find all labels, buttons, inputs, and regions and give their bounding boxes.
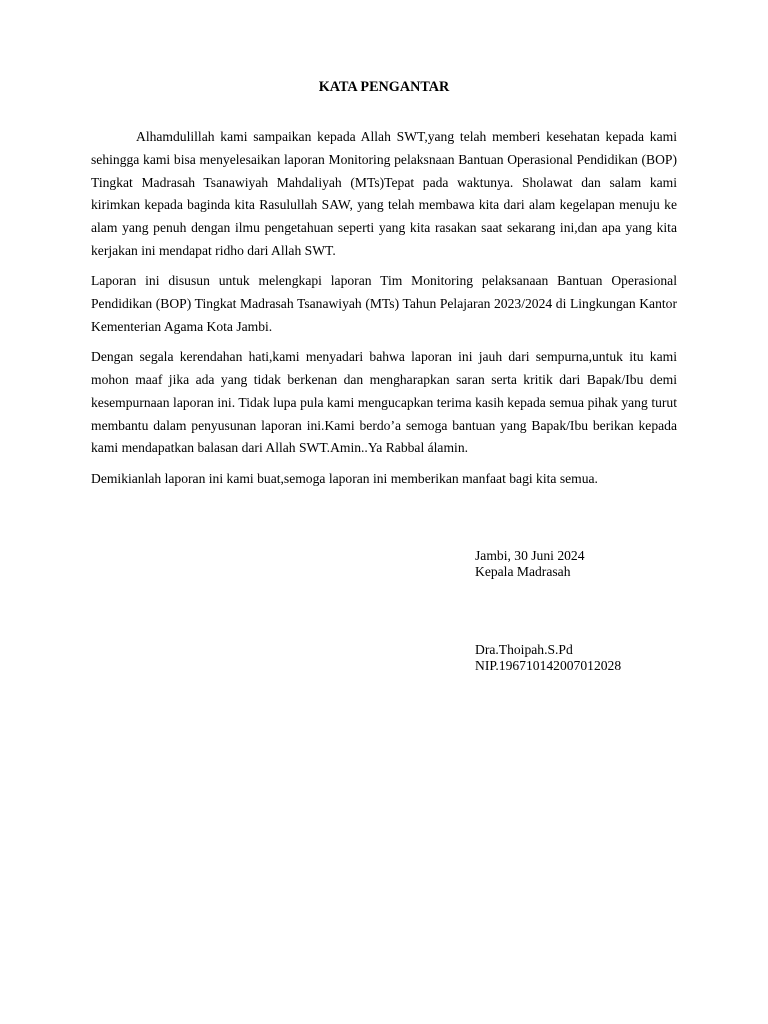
signature-place-date: Jambi, 30 Juni 2024 bbox=[475, 548, 585, 563]
document-body bbox=[91, 126, 677, 498]
signature-space bbox=[475, 580, 725, 642]
page-title: KATA PENGANTAR bbox=[318, 79, 450, 95]
signatory-name: Dra.Thoipah.S.Pd bbox=[475, 642, 573, 657]
paragraph-purpose: Laporan ini disusun untuk melengkapi laporan Tim Monitoring pelaksanaan Bantuan Operasional Pendidikan (BOP) Tingkat Madrasah Tsanawiyah (MTs) Tahun Pelajaran 2023/2024 di Lingkungan Kantor Kementerian Agama Kota Jambi. bbox=[91, 273, 677, 334]
paragraph-closing: Demikianlah laporan ini kami buat,semoga laporan ini memberikan manfaat bagi kita semua. bbox=[91, 470, 598, 486]
signature-block bbox=[475, 548, 725, 674]
signatory-nip: NIP.196710142007012028 bbox=[475, 658, 622, 673]
paragraph-apology: Dengan segala kerendahan hati,kami menyadari bahwa laporan ini jauh dari sempurna,untuk itu kami mohon maaf jika ada yang tidak berkenan dan mengharapkan saran serta kritik dari Bapak/Ibu demi kesempurnaan laporan ini. Tidak lupa pula kami mengucapkan terima kasih kepada semua pihak yang turut membantu dalam penyusunan laporan ini.Kami berdo’a semoga bantuan yang Bapak/Ibu berikan kepada kami mendapatkan balasan dari Allah SWT.Amin..Ya Rabbal álamin. bbox=[91, 349, 677, 456]
signature-position: Kepala Madrasah bbox=[475, 564, 571, 579]
paragraph-opening: Alhamdulillah kami sampaikan kepada Allah SWT,yang telah memberi kesehatan kepada kami sehingga kami bisa menyelesaikan laporan Monitoring pelaksnaan Bantuan Operasional Pendidikan (BOP) Tingkat Madrasah Tsanawiyah Mahdaliyah (MTs)Tepat pada waktunya. Sholawat dan salam kami kirimkan kepada baginda kita Rasulullah SAW, yang telah membawa kita dari alam kegelapan menuju ke alam yang penuh dengan ilmu pengetahuan seperti yang kita rasakan saat sekarang ini,dan apa yang kita kerjakan ini mendapat ridho dari Allah SWT. bbox=[91, 129, 677, 258]
